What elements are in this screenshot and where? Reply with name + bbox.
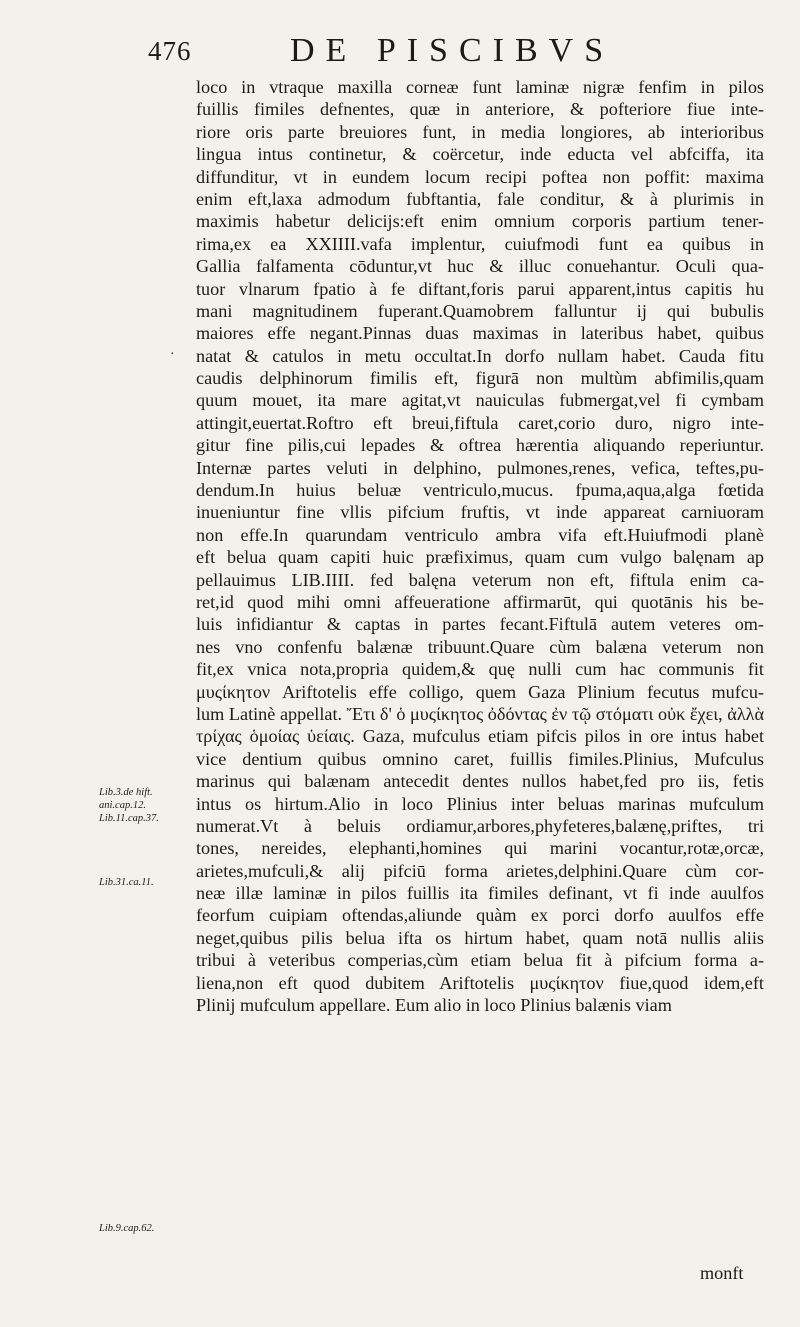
text-line: mani magnitudinem fuperant.Quamobrem falluntur ij qui bubulis xyxy=(196,300,764,321)
text-line: caudis delphinorum fimilis eft, figurā non multùm abfimilis,quam xyxy=(196,368,764,389)
running-head: DE PISCIBVS xyxy=(290,32,615,69)
body-text xyxy=(196,76,764,1016)
text-line: Internæ partes veluti in delphino, pulmones,renes, vefica, teftes,pu- xyxy=(196,457,764,478)
text-line: vice dentium quibus omnino caret, fuillis fimiles.Plinius, Mufculus xyxy=(196,748,764,769)
text-line: loco in vtraque maxilla corneæ funt laminæ nigræ fenfim in pilos xyxy=(196,77,764,97)
text-line: lingua intus continetur, & coërcetur, inde educta vel abfciffa, ita xyxy=(196,144,764,165)
text-line: tones, nereides, elephanti,homines qui marini vocantur,rotæ,orcæ, xyxy=(196,838,764,859)
text-line: liena,non eft quod dubitem Ariftotelis μυςίκητον fiue,quod idem,eft xyxy=(196,972,764,993)
text-line: maximis habetur delicijs:eft enim omnium corporis partium tener- xyxy=(196,211,764,232)
text-line: quum mouet, ita mare agitat,vt nauiculas fubmergat,vel fi cymbam xyxy=(196,390,764,411)
text-line: neæ illæ laminæ in pilos fuillis ita fimiles definant, vt fi inde auulfos xyxy=(196,883,764,904)
text-line: Plinij mufculum appellare. Eum alio in loco Plinius balænis viam xyxy=(196,995,672,1016)
text-line: μυςίκητον Ariftotelis effe colligo, quem Gaza Plinium fecutus mufcu- xyxy=(196,681,764,702)
text-line: dendum.In huius beluæ ventriculo,mucus. fpuma,aqua,alga fœtida xyxy=(196,480,764,501)
text-line: luis infidiantur & captas in partes fecant.Fiftulā autem veteres om- xyxy=(196,614,764,635)
text-line: tuor vlnarum fpatio à fe diftant,foris parui apparent,intus capitis hu xyxy=(196,278,764,299)
text-line: attingit,euertat.Roftro eft breui,fiftula caret,corio duro, nigro inte- xyxy=(196,412,764,433)
text-line: neget,quibus pilis belua ifta os hirtum habet, quam notā nullis aliis xyxy=(196,927,764,948)
text-line: pellauimus LIB.IIII. fed balęna veterum non eft, fiftula enim ca- xyxy=(196,569,764,590)
text-line: arietes,mufculi,& alij pifciū forma arietes,delphini.Quare cùm cor- xyxy=(196,860,764,881)
text-line: natat & catulos in metu occultat.In dorfo nullam habet. Cauda fitu xyxy=(196,345,764,366)
text-line: diffunditur, vt in eundem locum recipi poftea non poffit: maxima xyxy=(196,166,764,187)
text-line: riore oris parte breuiores funt, in media longiores, ab interioribus xyxy=(196,121,764,142)
text-line: rima,ex ea XXIIII.vafa implentur, cuiufmodi funt ea quibus in xyxy=(196,233,764,254)
text-line: eft belua quam capiti huic præfiximus, quam cum vulgo balęnam ap xyxy=(196,547,764,568)
text-line: gitur fine pilis,cui lepades & oftrea hærentia aliquando reperiuntur. xyxy=(196,435,764,456)
text-line: ret,id quod mihi omni affeueratione affirmarūt, qui quotānis his be- xyxy=(196,591,764,612)
catchword: monft xyxy=(700,1263,744,1283)
marginal-note: Lib.3.de hift. ani.cap.12. Lib.11.cap.37. xyxy=(99,787,159,824)
text-line: maiores effe negant.Pinnas duas maximas in lateribus habet, quibus xyxy=(196,323,764,344)
text-line: marinus qui balænam antecedit dentes nullos habet,fed pro iis, fetis xyxy=(196,771,764,792)
text-line: nes vno confenfu balænæ tribuunt.Quare cùm balæna veterum non xyxy=(196,636,764,657)
text-line: tribui à veteribus comperias,cùm etiam belua fit à pifcium forma a- xyxy=(196,950,764,971)
marginal-note: Lib.9.cap.62. xyxy=(99,1223,155,1234)
text-line: enim eft,laxa admodum fubftantia, fale conditur, & à plurimis in xyxy=(196,188,764,209)
text-line: fuillis fimiles defnentes, quæ in anteriore, & pofteriore fiue inte- xyxy=(196,99,764,120)
text-line: numerat.Vt à beluis ordiamur,arbores,phyfeteres,balænę,priftes, tri xyxy=(196,815,764,836)
text-line: intus os hirtum.Alio in loco Plinius inter beluas marinas mufculum xyxy=(196,793,764,814)
text-line: feorfum cuipiam oftendas,aliunde quàm ex porci dorfo auulfos effe xyxy=(196,905,764,926)
text-line: fit,ex vnica nota,propria quidem,& quę nulli cum hac communis fit xyxy=(196,659,764,680)
text-line: non effe.In quarundam ventriculo ambra vifa eft.Huiufmodi planè xyxy=(196,524,764,545)
text-line: τρίχας ὁμοίας ὑείαις. Gaza, mufculus etiam pifcis pilos in ore intus habet xyxy=(196,726,764,747)
text-line: Gallia falfamenta cōduntur,vt huc & illuc conuehantur. Oculi qua- xyxy=(196,256,764,277)
margin-dot-mark: · xyxy=(170,347,175,362)
text-line: lum Latinè appellat. Ἔτι δ' ὁ μυςίκητος ὀδόντας ἐν τῷ στόματι οὐκ ἔχει, ἀλλὰ xyxy=(196,703,764,724)
text-line: inueniuntur fine vllis pifcium fruftis, vt inde appareat carniuoram xyxy=(196,502,764,523)
page-number: 476 xyxy=(148,36,192,66)
marginal-note: Lib.31.ca.11. xyxy=(99,877,154,888)
